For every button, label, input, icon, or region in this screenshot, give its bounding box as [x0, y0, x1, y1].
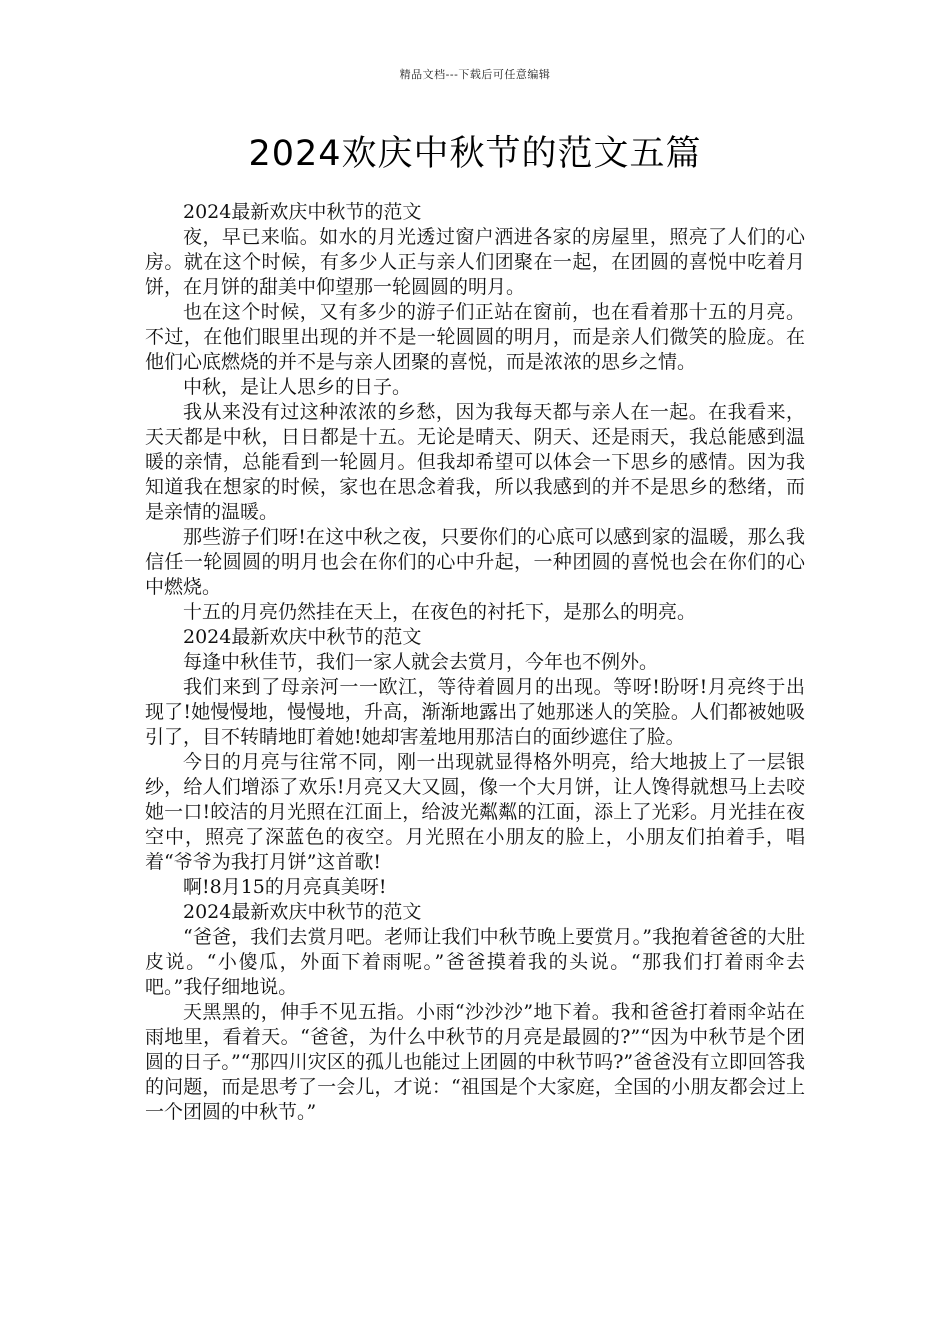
paragraph: 2024最新欢庆中秋节的范文: [183, 626, 422, 648]
document-body: [145, 200, 805, 1125]
paragraph: 天黑黑的，伸手不见五指。小雨“沙沙沙”地下着。我和爸爸打着雨伞站在雨地里，看着天。“爸爸，为什么中秋节的月亮是最圆的?”“因为中秋节是个团圆的日子。”“那四川灾区的孤儿也能过上团圆的中秋节吗?”爸爸没有立即回答我的问题，而是思考了一会儿，才说：“祖国是个大家庭，全国的小朋友都会过上一个团圆的中秋节。”: [145, 1001, 805, 1123]
paragraph: 啊!8月15的月亮真美呀!: [183, 876, 387, 898]
paragraph: 今日的月亮与往常不同，刚一出现就显得格外明亮，给大地披上了一层银纱，给人们增添了欢乐!月亮又大又圆，像一个大月饼，让人馋得就想马上去咬她一口!皎洁的月光照在江面上，给波光粼粼的江面，添上了光彩。月光挂在夜空中，照亮了深蓝色的夜空。月光照在小朋友的脸上，小朋友们拍着手，唱着“爷爷为我打月饼”这首歌!: [145, 751, 805, 873]
paragraph: “爸爸，我们去赏月吧。老师让我们中秋节晚上要赏月。”我抱着爸爸的大肚皮说。“小傻瓜，外面下着雨呢。”爸爸摸着我的头说。“那我们打着雨伞去吧。”我仔细地说。: [145, 926, 805, 998]
paragraph: 每逢中秋佳节，我们一家人就会去赏月，今年也不例外。: [183, 651, 659, 673]
paragraph: 2024最新欢庆中秋节的范文: [183, 901, 422, 923]
paragraph: 我从来没有过这种浓浓的乡愁，因为我每天都与亲人在一起。在我看来，天天都是中秋，日日都是十五。无论是晴天、阴天、还是雨天，我总能感到温暖的亲情，总能看到一轮圆月。但我却希望可以体会一下思乡的感情。因为我知道我在想家的时候，家也在思念着我，所以我感到的并不是思乡的愁绪，而是亲情的温暖。: [145, 401, 805, 523]
paragraph: 那些游子们呀!在这中秋之夜，只要你们的心底可以感到家的温暖，那么我信任一轮圆圆的明月也会在你们的心中升起，一种团圆的喜悦也会在你们的心中燃烧。: [145, 526, 805, 598]
paragraph: 2024最新欢庆中秋节的范文: [183, 201, 422, 223]
paragraph: 夜，早已来临。如水的月光透过窗户洒进各家的房屋里，照亮了人们的心房。就在这个时候，有多少人正与亲人们团聚在一起，在团圆的喜悦中吃着月饼，在月饼的甜美中仰望那一轮圆圆的明月。: [145, 226, 805, 298]
paragraph: 也在这个时候，又有多少的游子们正站在窗前，也在看着那十五的月亮。不过，在他们眼里出现的并不是一轮圆圆的明月，而是亲人们微笑的脸庞。在他们心底燃烧的并不是与亲人团聚的喜悦，而是浓浓的思乡之情。: [145, 301, 805, 373]
page-header: 精品文档---下载后可任意编辑: [399, 68, 551, 81]
paragraph: 中秋，是让人思乡的日子。: [183, 376, 412, 398]
paragraph: 十五的月亮仍然挂在天上，在夜色的衬托下，是那么的明亮。: [183, 601, 697, 623]
page-title: 2024欢庆中秋节的范文五篇: [248, 134, 702, 174]
paragraph: 我们来到了母亲河一一欧江，等待着圆月的出现。等呀!盼呀!月亮终于出现了!她慢慢地，慢慢地，升高，渐渐地露出了她那迷人的笑脸。人们都被她吸引了，目不转睛地盯着她!她却害羞地用那洁白的面纱遮住了脸。: [145, 676, 805, 748]
